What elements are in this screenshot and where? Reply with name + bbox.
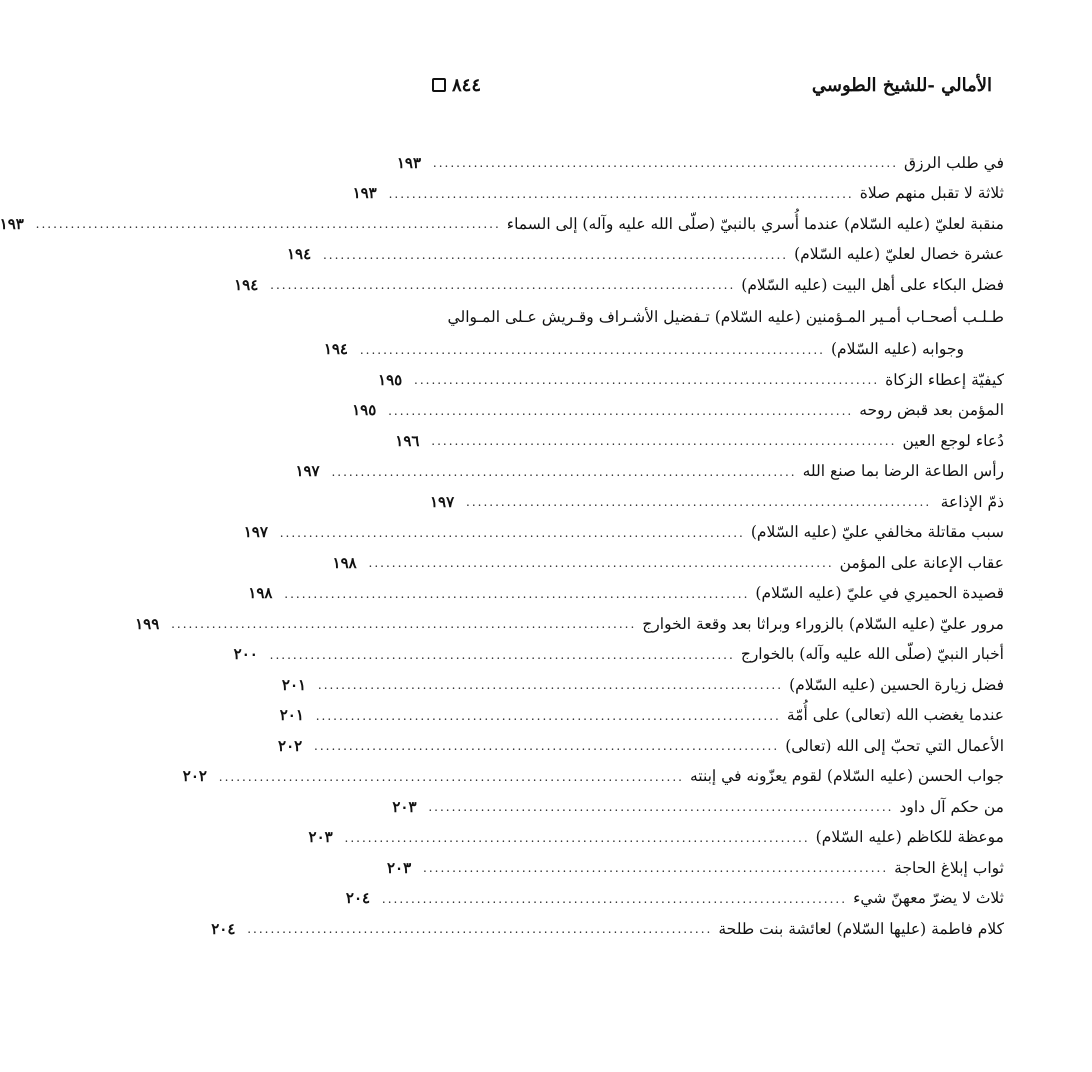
leader-dots: ................................................................................ [279, 525, 745, 540]
table-of-contents [0, 148, 1004, 945]
toc-entry-title: عشرة خصال لعليّ (عليه السّلام) [794, 245, 1004, 263]
toc-entry-title: المؤمن بعد قبض روحه [859, 401, 1004, 419]
toc-entry [387, 853, 1004, 884]
leader-dots: ................................................................................ [284, 586, 750, 601]
toc-entry-title: ثلاثة لا تقبل منهم صلاة [859, 184, 1004, 202]
toc-entry-page: ٢٠٤ [211, 919, 236, 938]
toc-entry-title: أخبار النبيّ (صلّى الله عليه وآله) بالخوارج [740, 645, 1004, 663]
toc-entry-title: كيفيّة إعطاء الزكاة [885, 370, 1004, 389]
toc-entry [345, 884, 1004, 915]
toc-entry-title: منقبة لعليّ (عليه السّلام) عندما أُسري بالنبيّ (صلّى الله عليه وآله) إلى السماء [506, 214, 1004, 233]
toc-entry [352, 179, 1004, 210]
toc-entry-title: الأعمال التي تحبّ إلى الله (تعالى) [785, 736, 1004, 755]
toc-entry-page: ١٩٤ [323, 340, 348, 359]
leader-dots: ................................................................................ [315, 708, 781, 723]
toc-entry [396, 148, 1004, 179]
leader-dots: ................................................................................ [368, 556, 834, 571]
leader-dots: ................................................................................ [269, 647, 735, 662]
page-number-block [432, 75, 481, 96]
toc-entry [430, 487, 1004, 518]
toc-entry-title: وجوابه (عليه السّلام) [830, 340, 964, 358]
leader-dots: ................................................................................ [314, 739, 780, 754]
leader-dots: ................................................................................ [317, 678, 784, 693]
toc-entry-title: من حكم آل داود [899, 797, 1004, 816]
toc-entry [295, 457, 1004, 488]
toc-entry [211, 914, 1004, 945]
toc-entry-page: ١٩٨ [332, 553, 357, 572]
leader-dots: ................................................................................ [423, 861, 889, 876]
toc-entry-title: ثلاث لا يضرّ معهنّ شيء [853, 889, 1004, 907]
toc-entry [248, 579, 1004, 610]
page-header [432, 70, 992, 100]
leader-dots: ................................................................................ [388, 186, 854, 201]
toc-entry [395, 426, 1004, 457]
toc-entry [332, 548, 1004, 579]
leader-dots: ................................................................................ [381, 891, 848, 906]
leader-dots: ................................................................................ [322, 247, 789, 262]
toc-entry-page: ٢٠٣ [392, 797, 417, 816]
toc-entry [0, 209, 1004, 240]
toc-entry-page: ٢٠٢ [182, 767, 207, 786]
leader-dots: ................................................................................ [270, 278, 736, 293]
toc-entry [308, 823, 1004, 854]
toc-entry [278, 731, 1004, 762]
leader-dots: ................................................................................ [171, 617, 637, 632]
toc-entry [233, 640, 1004, 671]
toc-entry-title: عندما يغضب الله (تعالى) على أُمّة [786, 706, 1004, 724]
toc-entry-title: فضل البكاء على أهل البيت (عليه السّلام) [741, 275, 1004, 294]
leader-dots: ................................................................................ [388, 403, 854, 418]
toc-entry-page: ٢٠٣ [308, 828, 333, 847]
toc-entry-title: موعظة للكاظم (عليه السّلام) [815, 828, 1004, 846]
toc-entry-page: ١٩٩ [135, 614, 160, 633]
toc-entry-title: قصيدة الحميري في عليّ (عليه السّلام) [755, 584, 1004, 602]
toc-entry-title: جواب الحسن (عليه السّلام) لقوم يعزّونه في إبنته [689, 767, 1004, 785]
toc-entry [279, 701, 1004, 732]
leader-dots: ................................................................................ [35, 217, 501, 232]
toc-entry [378, 365, 1004, 396]
toc-entry-first-line [430, 301, 1004, 335]
toc-entry-title: طـلـب أصحـاب أمـير المـؤمنين (عليه السّلام) تـفضيل الأشـراف وقـريش عـلى المـوالي [447, 307, 1004, 326]
toc-entry [135, 609, 1004, 640]
square-icon [432, 78, 446, 92]
toc-entry-title: ثواب إبلاغ الحاجة [894, 858, 1004, 877]
toc-entry-page: ١٩٤ [286, 245, 312, 264]
toc-entry-page: ٢٠٣ [387, 858, 412, 877]
leader-dots: ................................................................................ [344, 830, 810, 845]
toc-entry-page: ١٩٥ [352, 401, 377, 420]
toc-entry-title: عقاب الإعانة على المؤمن [839, 553, 1004, 572]
toc-entry-page: ١٩٤ [234, 275, 259, 294]
leader-dots: ................................................................................ [218, 769, 684, 784]
toc-entry-title: مرور عليّ (عليه السّلام) بالزوراء وبراثا بعد وقعة الخوارج [642, 614, 1004, 633]
toc-entry-page: ١٩٦ [395, 431, 420, 450]
toc-entry [182, 762, 1004, 793]
toc-entry-page: ٢٠١ [281, 675, 307, 694]
leader-dots: ................................................................................ [247, 922, 713, 937]
page-number: ٨٤٤ [452, 74, 482, 96]
toc-entry-continuation [323, 335, 1004, 366]
toc-entry-page: ٢٠٠ [233, 645, 258, 664]
toc-entry-title: كلام فاطمة (عليها السّلام) لعائشة بنت طلحة [718, 919, 1004, 938]
toc-entry-page: ١٩٨ [248, 584, 273, 603]
toc-entry [243, 518, 1004, 549]
toc-entry-title: دُعاء لوجع العين [902, 431, 1004, 450]
leader-dots: ................................................................................ [428, 800, 894, 815]
leader-dots: ................................................................................ [431, 434, 897, 449]
leader-dots: ................................................................................ [359, 342, 825, 357]
toc-entry-page: ٢٠٤ [345, 889, 371, 908]
leader-dots: ................................................................................ [331, 464, 797, 479]
toc-entry-page: ١٩٣ [0, 214, 24, 233]
toc-entry [286, 240, 1004, 271]
leader-dots: ................................................................................ [414, 373, 880, 388]
toc-entry [234, 270, 1004, 301]
toc-entry-page: ١٩٣ [396, 153, 422, 172]
toc-entry-page: ١٩٣ [352, 184, 377, 203]
toc-entry-page: ١٩٧ [243, 523, 268, 542]
toc-entry [392, 792, 1004, 823]
toc-entry-page: ٢٠٢ [278, 736, 303, 755]
book-title: الأمالي -للشيخ الطوسي [811, 74, 992, 96]
toc-entry-title: رأس الطاعة الرضا بما صنع الله [802, 462, 1004, 480]
toc-entry-page: ١٩٥ [378, 370, 403, 389]
toc-entry-title: في طلب الرزق [904, 153, 1004, 172]
toc-entry-page: ٢٠١ [279, 706, 304, 725]
toc-entry [352, 396, 1004, 427]
leader-dots: ................................................................................ [466, 495, 932, 510]
toc-entry-page: ١٩٧ [295, 462, 320, 481]
leader-dots: ................................................................................ [432, 156, 899, 171]
toc-entry-title: فضل زيارة الحسين (عليه السّلام) [789, 675, 1004, 694]
toc-entry-title: سبب مقاتلة مخالفي عليّ (عليه السّلام) [750, 523, 1004, 541]
toc-entry-title: ذمّ الإذاعة [940, 492, 1004, 511]
toc-entry-page: ١٩٧ [430, 492, 455, 511]
toc-entry [281, 670, 1004, 701]
